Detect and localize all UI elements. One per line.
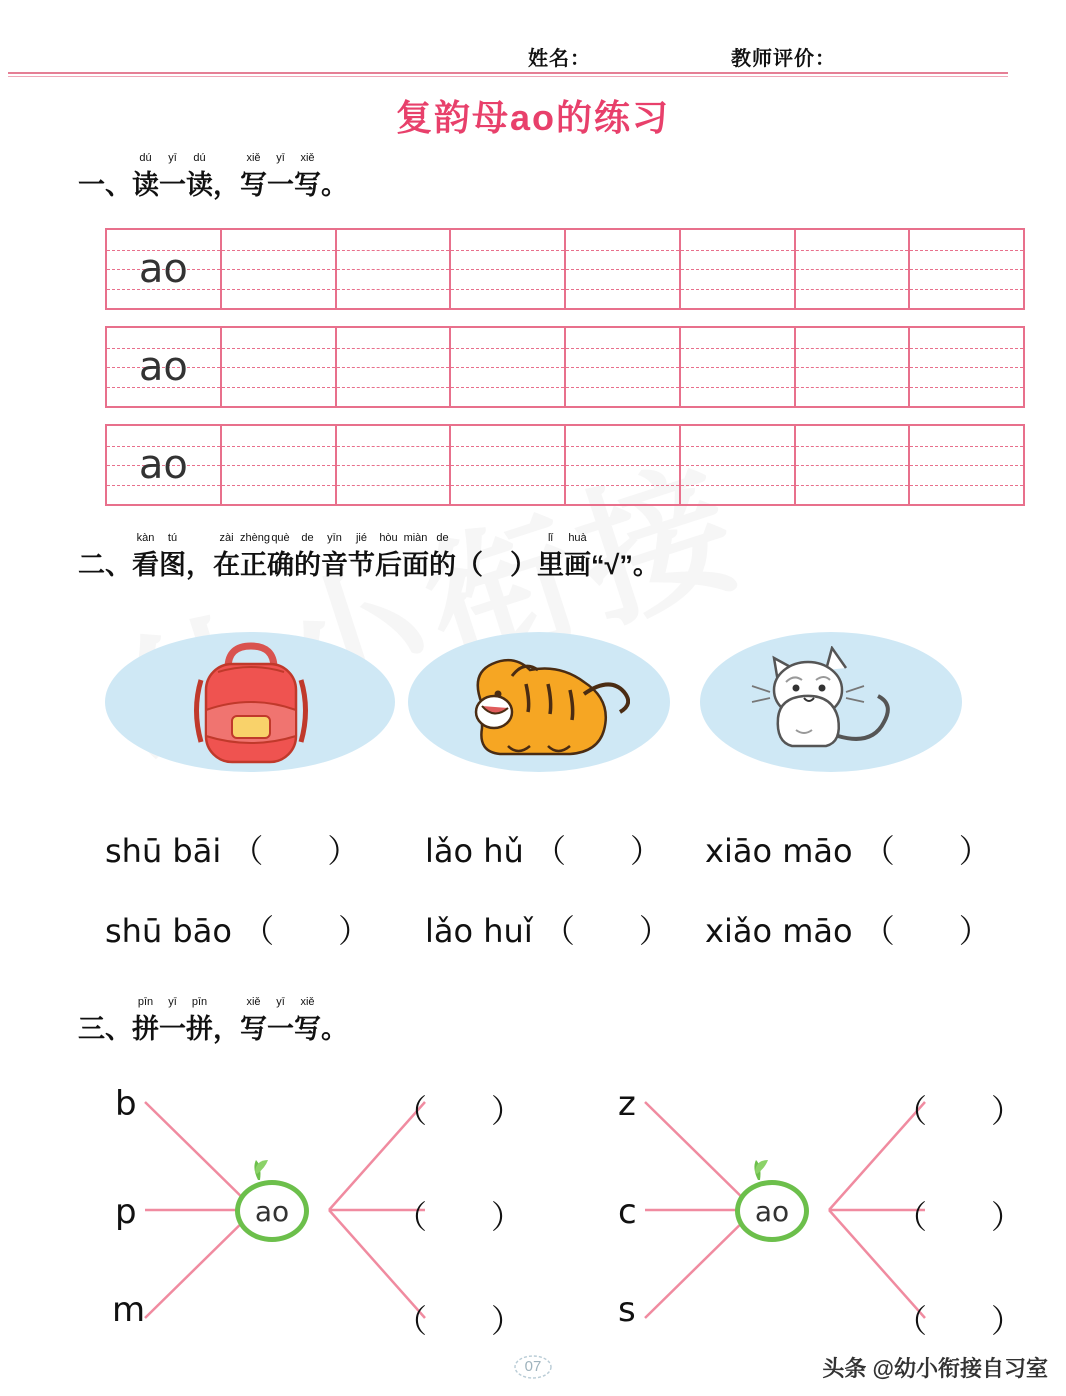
heading-text [78,996,348,1046]
section-index: 一、 [78,170,132,200]
writing-cell[interactable] [796,426,911,504]
guide-line [222,269,335,270]
guide-line [681,269,794,270]
ruby-char: pīn 拼 [186,996,213,1044]
initial-b: b [115,1084,137,1124]
writing-cell[interactable] [910,328,1023,406]
guide-line [451,250,564,251]
writing-cell[interactable] [337,230,452,308]
page-header [0,28,1066,72]
syllable-choice[interactable] [425,906,671,952]
initial-s: s [618,1290,636,1330]
ruby-char: yīn 音 [321,532,348,580]
heading-punct: ， [213,1014,240,1044]
answer-blank-1-3[interactable]: （ ） [395,1302,524,1340]
writing-cell[interactable] [337,328,452,406]
syllable-choice[interactable] [105,906,370,952]
guide-line [796,250,909,251]
guide-line [796,465,909,466]
ruby-char: yī 一 [267,152,294,200]
writing-cell[interactable] [910,230,1023,308]
writing-cell[interactable] [681,426,796,504]
header-labels [0,28,1066,70]
guide-line [796,367,909,368]
guide-line [681,250,794,251]
writing-cell[interactable] [337,426,452,504]
grid-sample-letter: ao [138,442,188,488]
answer-blank-2-3[interactable]: （ ） [895,1302,1024,1340]
answer-blank-2-2[interactable]: （ ） [895,1198,1024,1236]
cat-icon [742,646,922,762]
guide-line [451,348,564,349]
heading-punct: ， [213,170,240,200]
ruby-char: xiě 写 [294,996,321,1044]
final-bubble-2: ao [735,1180,809,1242]
guide-line [796,485,909,486]
syllable-text: shū bāi [105,832,232,870]
guide-line [910,289,1023,290]
guide-line [222,387,335,388]
section-heading-2 [78,532,660,582]
guide-line [681,367,794,368]
guide-line [796,387,909,388]
guide-line [566,465,679,466]
grid-sample-letter: ao [138,246,188,292]
heading-text [78,152,348,202]
ruby-char: què 确 [267,532,294,580]
guide-line [222,367,335,368]
backpack-icon [188,638,314,770]
checkbox-paren[interactable]: （ ） [242,912,371,950]
ruby-char: lǐ 里 [537,532,564,580]
guide-line [910,348,1023,349]
ruby-char: xiě 写 [240,996,267,1044]
guide-line [451,269,564,270]
syllable-text: lǎo huǐ [425,912,543,950]
answer-blank-1-1[interactable]: （ ） [395,1092,524,1130]
header-divider [8,72,1008,74]
writing-cell[interactable] [796,230,911,308]
checkbox-paren[interactable]: （ ） [862,832,991,870]
writing-cell[interactable] [222,426,337,504]
ruby-char: yī 一 [267,996,294,1044]
initial-c: c [618,1192,637,1232]
guide-line [681,446,794,447]
checkbox-paren[interactable]: （ ） [533,832,662,870]
writing-cell[interactable] [451,426,566,504]
guide-line [222,289,335,290]
leaf-icon-2 [744,1156,770,1182]
final-bubble-1: ao [235,1180,309,1242]
guide-line [910,387,1023,388]
guide-line [796,446,909,447]
guide-line [337,485,450,486]
guide-line [566,367,679,368]
syllable-choice[interactable] [105,826,359,872]
ruby-char: huà 画 [564,532,591,580]
writing-cell[interactable] [681,328,796,406]
header-divider-secondary [8,76,1008,77]
ruby-char: yī 一 [159,152,186,200]
guide-line [566,387,679,388]
ruby-char: dú 读 [186,152,213,200]
guide-line [337,289,450,290]
ruby-char: tú 图 [159,532,186,580]
guide-line [337,269,450,270]
guide-line [222,250,335,251]
ruby-char: de 的 [294,532,321,580]
guide-line [566,485,679,486]
writing-cell[interactable] [566,426,681,504]
guide-line [222,485,335,486]
grid-sample-letter: ao [138,344,188,390]
syllable-choice[interactable] [425,826,662,872]
writing-cell[interactable] [451,328,566,406]
ruby-char: zài 在 [213,532,240,580]
guide-line [451,289,564,290]
heading-punct: 。 [321,170,348,200]
ruby-char: de 的 [429,532,456,580]
teacher-eval-label: 教师评价： [731,48,836,70]
writing-cell[interactable] [681,230,796,308]
writing-cell[interactable] [566,328,681,406]
ruby-char: miàn 面 [402,532,429,580]
initial-p: p [115,1192,137,1232]
guide-line [566,250,679,251]
source-watermark: 头条 @幼小衔接自习室 [822,1356,1048,1381]
section-index: 二、 [78,550,132,580]
guide-line [910,367,1023,368]
heading-punct: （ ） [456,550,537,580]
guide-line [566,348,679,349]
writing-cell[interactable] [107,426,222,504]
guide-line [566,446,679,447]
guide-line [796,289,909,290]
checkbox-paren[interactable]: （ ） [542,912,671,950]
ruby-char: xiě 写 [294,152,321,200]
ruby-char: kàn 看 [132,532,159,580]
checkbox-paren[interactable]: （ ） [862,912,991,950]
writing-cell[interactable] [910,426,1023,504]
guide-line [451,446,564,447]
guide-line [337,387,450,388]
guide-line [910,485,1023,486]
syllable-text: xiāo māo [705,832,863,870]
heading-punct: “√”。 [591,550,660,580]
guide-line [337,446,450,447]
heading-text [78,532,660,582]
writing-grid-row-1[interactable] [105,228,1025,310]
guide-line [337,465,450,466]
guide-line [566,289,679,290]
writing-grid-row-2[interactable] [105,326,1025,408]
ruby-char: dú 读 [132,152,159,200]
ruby-char: jié 节 [348,532,375,580]
writing-cell[interactable] [566,230,681,308]
guide-line [910,269,1023,270]
answer-blank-1-2[interactable]: （ ） [395,1198,524,1236]
guide-line [681,387,794,388]
tiger-icon [452,650,630,758]
guide-line [910,446,1023,447]
guide-line [337,348,450,349]
guide-line [222,348,335,349]
heading-punct: 。 [321,1014,348,1044]
writing-cell[interactable] [107,328,222,406]
guide-line [451,367,564,368]
initial-z: z [618,1084,636,1124]
guide-line [681,485,794,486]
guide-line [337,250,450,251]
guide-line [681,289,794,290]
ruby-char: yī 一 [159,996,186,1044]
section-heading-3 [78,996,348,1046]
guide-line [337,367,450,368]
initial-m: m [112,1290,146,1330]
writing-cell[interactable] [222,230,337,308]
guide-line [796,348,909,349]
syllable-choice[interactable] [705,826,991,872]
writing-grid-row-3[interactable] [105,424,1025,506]
guide-line [222,465,335,466]
leaf-icon-1 [244,1156,270,1182]
page-title: 复韵母ao的练习 [395,97,670,138]
writing-cell[interactable] [107,230,222,308]
writing-cell[interactable] [796,328,911,406]
guide-line [566,269,679,270]
ruby-char: pīn 拼 [132,996,159,1044]
guide-line [451,485,564,486]
guide-line [681,348,794,349]
guide-line [451,465,564,466]
writing-cell[interactable] [222,328,337,406]
guide-line [796,269,909,270]
answer-blank-2-1[interactable]: （ ） [895,1092,1024,1130]
writing-cell[interactable] [451,230,566,308]
guide-line [681,465,794,466]
syllable-choice[interactable] [705,906,991,952]
syllable-text: lǎo hǔ [425,832,534,870]
syllable-text: xiǎo māo [705,912,863,950]
syllable-text: shū bāo [105,912,243,950]
guide-line [451,387,564,388]
student-name-label: 姓名： [528,48,591,70]
guide-line [222,446,335,447]
ruby-char: zhèng 正 [240,532,270,580]
guide-line [910,250,1023,251]
ruby-char: xiě 写 [240,152,267,200]
heading-punct: ， [186,550,213,580]
ruby-char: hòu 后 [375,532,402,580]
section-index: 三、 [78,1014,132,1044]
guide-line [910,465,1023,466]
section-heading-1 [78,152,348,202]
page-number: 07 [524,1358,542,1375]
checkbox-paren[interactable]: （ ） [231,832,360,870]
